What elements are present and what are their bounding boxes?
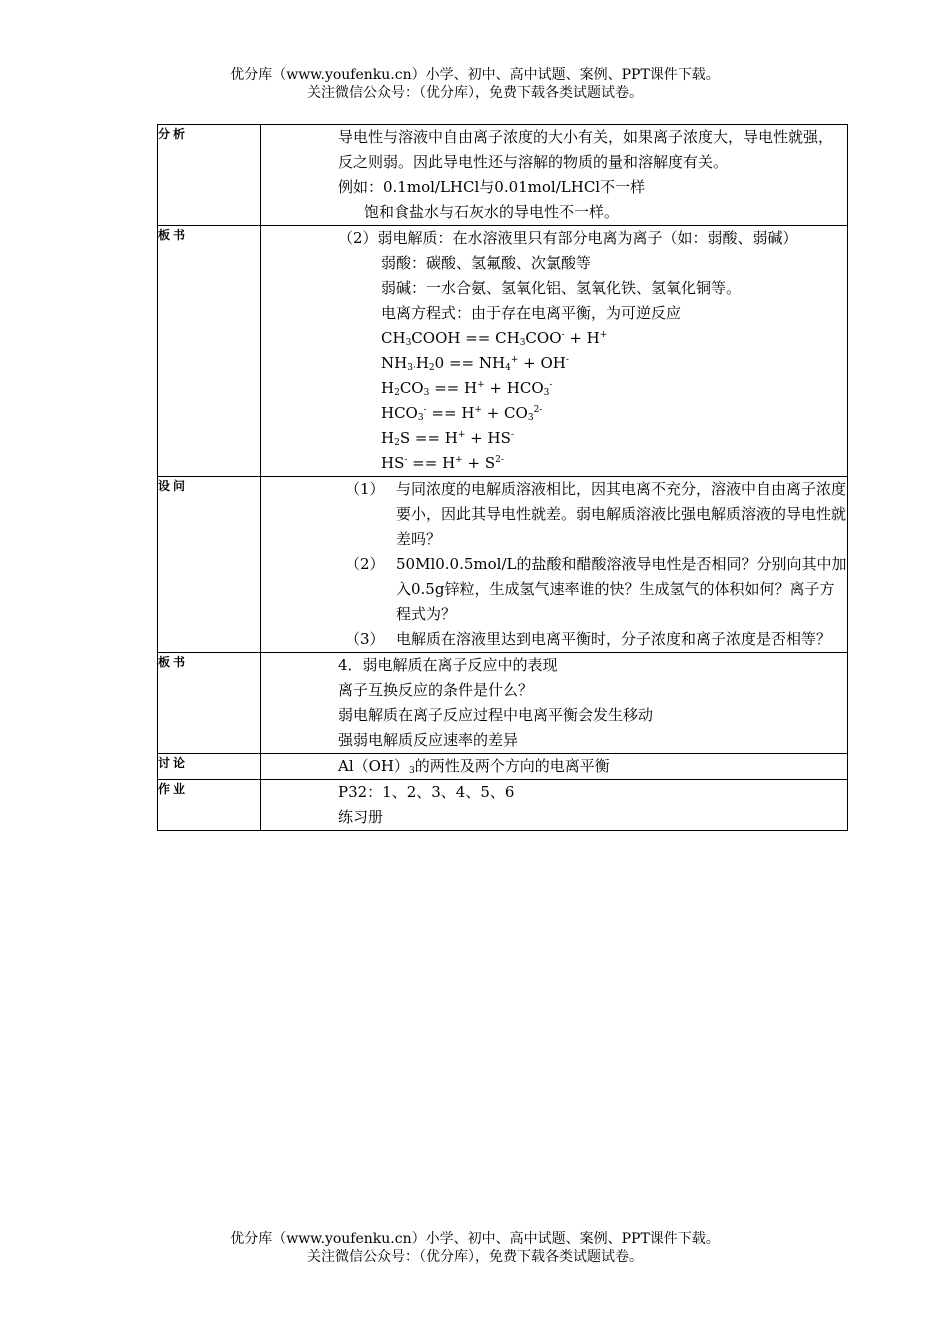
row-content-homework bbox=[261, 780, 848, 831]
equation-hydrosulfide: $HS^- == H^+ + S^{2-}$ bbox=[381, 454, 504, 472]
question-text: 与同浓度的电解质溶液相比，因其电离不充分，溶液中自由离子浓度要小，因此其导电性就差。弱电解质溶液比强电解质溶液的导电性就差吗？ bbox=[396, 480, 847, 548]
equation-ammonia: $NH_{3\cdot}H_20 == NH_4^+ + OH^-$ bbox=[381, 354, 569, 373]
lesson-table bbox=[157, 124, 848, 831]
row-content-board-1 bbox=[261, 226, 848, 477]
equation-hydrogen-sulfide: $H_2S == H^+ + HS^-$ bbox=[381, 429, 514, 448]
row-label-homework: 作业 bbox=[158, 780, 261, 831]
question-item bbox=[338, 627, 847, 652]
row-label-questions: 设问 bbox=[158, 477, 261, 653]
equation-carbonic-acid: $H_2CO_3 == H^+ + HCO_3^-$ bbox=[381, 379, 553, 398]
row-content-analysis bbox=[261, 125, 848, 226]
row-board-1 bbox=[158, 226, 848, 477]
board-2-line-2: 弱电解质在离子反应过程中电离平衡会发生移动 bbox=[338, 706, 654, 724]
board-2-heading: 4．弱电解质在离子反应中的表现 bbox=[338, 656, 558, 674]
header-line-1: 优分库（www.youfenku.cn）小学、初中、高中试题、案例、PPT课件下载。 bbox=[230, 67, 720, 83]
analysis-paragraph: 导电性与溶液中自由离子浓度的大小有关，如果离子浓度大，导电性就强，反之则弱。因此导电性还与溶解的物质的量和溶解度有关。 bbox=[338, 128, 834, 171]
page-footer bbox=[0, 1230, 950, 1266]
row-board-2 bbox=[158, 653, 848, 754]
row-homework bbox=[158, 780, 848, 831]
question-number: （3） bbox=[345, 630, 385, 648]
row-label-board-2: 板书 bbox=[158, 653, 261, 754]
footer-line-1: 优分库（www.youfenku.cn）小学、初中、高中试题、案例、PPT课件下载。 bbox=[230, 1231, 720, 1247]
header-line-2: 关注微信公众号：（优分库），免费下载各类试题试卷。 bbox=[307, 85, 643, 101]
equation-acetic-acid: $CH_3COOH == CH_3COO^- + H^+$ bbox=[381, 329, 608, 348]
page-header bbox=[0, 66, 950, 102]
board-2-line-1: 离子互换反应的条件是什么？ bbox=[338, 681, 534, 699]
weak-electrolyte-definition: （2）弱电解质：在水溶液里只有部分电离为离子（如：弱酸、弱碱） bbox=[338, 229, 798, 247]
row-label-analysis: 分析 bbox=[158, 125, 261, 226]
question-item bbox=[338, 477, 847, 552]
analysis-example: 例如：0.1mol/LHCl与0.01mol/LHCl不一样 bbox=[338, 178, 646, 196]
question-text: 电解质在溶液里达到电离平衡时，分子浓度和离子浓度是否相等？ bbox=[396, 630, 832, 648]
row-questions bbox=[158, 477, 848, 653]
row-discussion bbox=[158, 754, 848, 780]
equation-bicarbonate: $HCO_3^- == H^+ + CO_3^{2-}$ bbox=[381, 404, 543, 423]
homework-workbook: 练习册 bbox=[338, 808, 384, 826]
question-item bbox=[338, 552, 847, 627]
row-content-discussion bbox=[261, 754, 848, 780]
question-number: （1） bbox=[345, 480, 385, 498]
homework-pages: P32：1、2、3、4、5、6 bbox=[338, 783, 515, 801]
row-analysis bbox=[158, 125, 848, 226]
ionization-equation-intro: 电离方程式：由于存在电离平衡，为可逆反应 bbox=[381, 304, 682, 322]
row-content-questions bbox=[261, 477, 848, 653]
board-2-line-3: 强弱电解质反应速率的差异 bbox=[338, 731, 519, 749]
row-content-board-2 bbox=[261, 653, 848, 754]
footer-line-2: 关注微信公众号：（优分库），免费下载各类试题试卷。 bbox=[307, 1249, 643, 1265]
question-text: 50Ml0.0.5mol/L的盐酸和醋酸溶液导电性是否相同？分别向其中加入0.5g锌粒，生成氢气速率谁的快？生成氢气的体积如何？离子方程式为？ bbox=[396, 555, 847, 623]
question-number: （2） bbox=[345, 555, 385, 573]
weak-bases: 弱碱：一水合氨、氢氧化铝、氢氧化铁、氢氧化铜等。 bbox=[381, 279, 742, 297]
analysis-example-2: 饱和食盐水与石灰水的导电性不一样。 bbox=[364, 203, 620, 221]
row-label-discussion: 讨论 bbox=[158, 754, 261, 780]
discussion-text: $Al(OH)_3$的两性及两个方向的电离平衡 bbox=[338, 757, 610, 776]
row-label-board-1: 板书 bbox=[158, 226, 261, 477]
weak-acids: 弱酸：碳酸、氢氟酸、次氯酸等 bbox=[381, 254, 592, 272]
